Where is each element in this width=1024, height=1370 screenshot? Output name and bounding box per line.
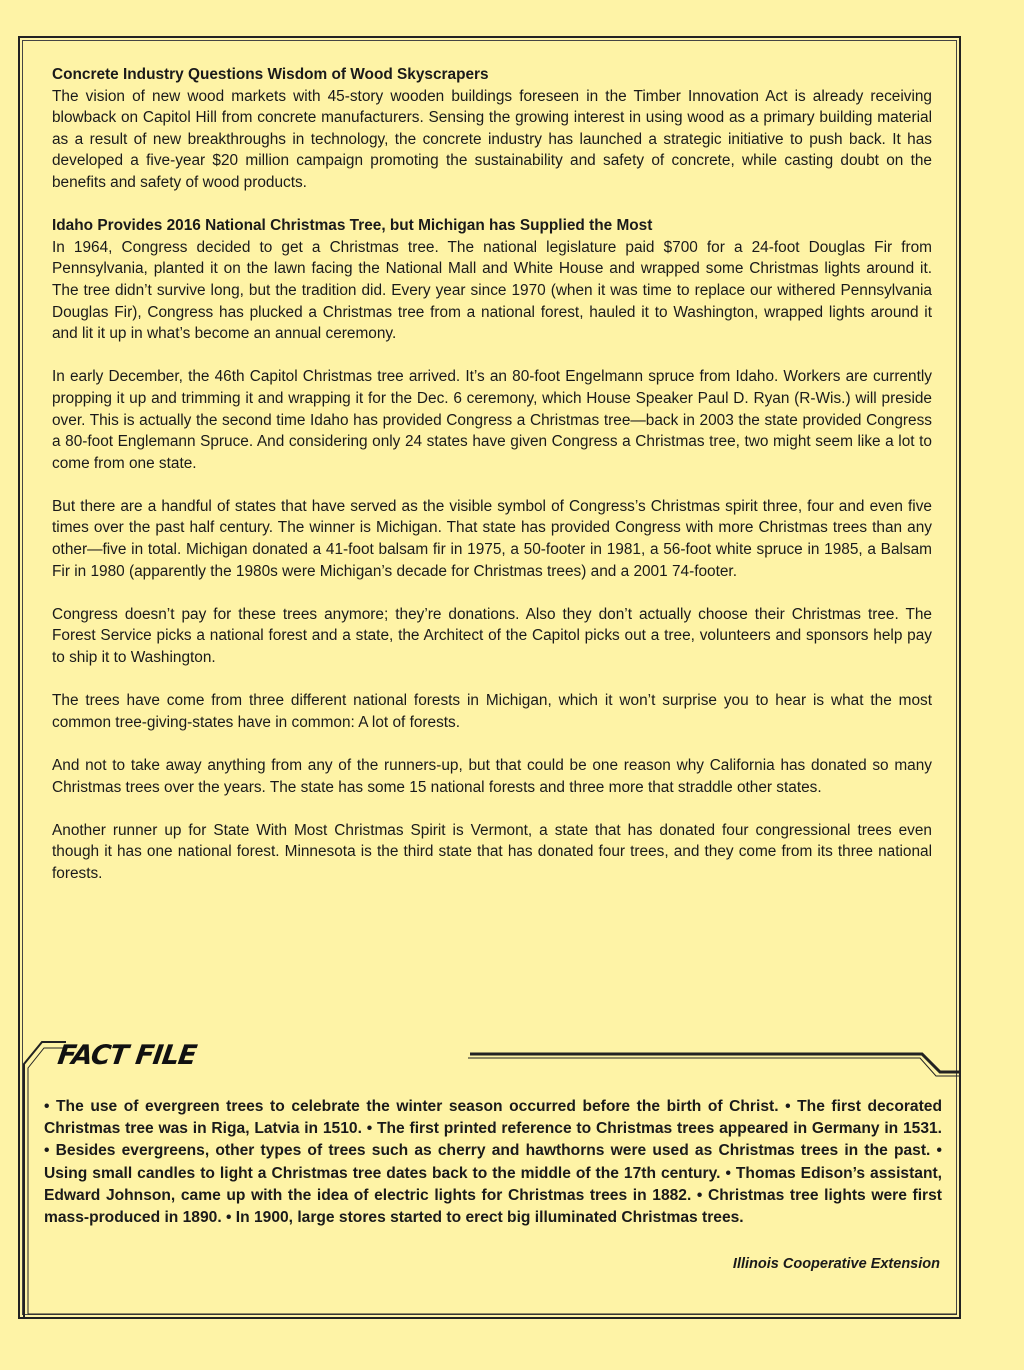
article-christmas-tree [52,215,932,884]
headline-concrete: Concrete Industry Questions Wisdom of Wood Skyscrapers [52,66,489,83]
fact-file-credit: Illinois Cooperative Extension [732,1256,940,1272]
paragraph: The vision of new wood markets with 45-story wooden buildings foreseen in the Timber Innovation Act is already receiving blowback on Capitol Hill from concrete manufacturers. Sensing the growing interest in using wood as a primary building material as a result of new breakthroughs in technology, the concrete industry has launched a strategic initiative to push back. It has developed a five-year $20 million campaign promoting the sustainability and safety of concrete, while casting doubt on the benefits and safety of wood products. [52,87,932,191]
paragraph: And not to take away anything from any of the runners-up, but that could be one reason why California has donated so many Christmas trees over the years. The state has some 15 national forests and three more that straddle other states. [52,757,932,796]
article-column [52,64,932,906]
fact-file-text: • The use of evergreen trees to celebrate the winter season occurred before the birth of Christ. • The first decorated Christmas tree was in Riga, Latvia in 1510. • The first printed reference to Christmas trees appeared in Germany in 1531. • Besides evergreens, other types of trees such as cherry and hawthorns were used as Christmas trees in the past. • Using small candles to light a Christmas tree dates back to the middle of the 17th century. • Thomas Edison’s assistant, Edward Johnson, came up with the idea of electric lights for Christmas trees in 1882. • Christmas tree lights were first mass-produced in 1890. • In 1900, large stores started to erect big illuminated Christmas trees. [44,1098,942,1227]
paragraph: Congress doesn’t pay for these trees anymore; they’re donations. Also they don’t actually choose their Christmas tree. The Forest Service picks a national forest and a state, the Architect of the Capitol picks out a tree, volunteers and sponsors help pay to ship it to Washington. [52,605,932,667]
fact-file-title: FACT FILE [55,1040,198,1071]
paragraph: The trees have come from three different national forests in Michigan, which it won’t surprise you to hear is what the most common tree-giving-states have in common: A lot of forests. [52,692,932,731]
paragraph: In early December, the 46th Capitol Christmas tree arrived. It’s an 80-foot Engelmann spruce from Idaho. Workers are currently propping it up and trimming it and wrapping it for the Dec. 6 ceremony, which House Speaker Paul D. Ryan (R-Wis.) will preside over. This is actually the second time Idaho has provided Congress a Christmas tree—back in 2003 the state provided Congress a 80-foot Englemann Spruce. And considering only 24 states have given Congress a Christmas tree, two might seem like a lot to come from one state. [52,368,932,472]
paragraph: Another runner up for State With Most Christmas Spirit is Vermont, a state that has donated four congressional trees even though it has one national forest. Minnesota is the third state that has donated four trees, and they come from its three national forests. [52,821,932,882]
paragraph: But there are a handful of states that have served as the visible symbol of Congress’s Christmas spirit three, four and even five times over the past half century. The winner is Michigan. That state has provided Congress with more Christmas trees than any other—five in total. Michigan donated a 41-foot balsam fir in 1975, a 50-footer in 1981, a 56-foot white spruce in 1985, a Balsam Fir in 1980 (apparently the 1980s were Michigan’s decade for Christmas trees) and a 2001 74-footer. [52,497,932,580]
paragraph: In 1964, Congress decided to get a Christmas tree. The national legislature paid $700 for a 24-foot Douglas Fir from Pennsylvania, planted it on the lawn facing the National Mall and White House and wrapped some Christmas lights around it. The tree didn’t survive long, but the tradition did. Every year since 1970 (when it was time to replace our withered Pennsylvania Douglas Fir), Congress has plucked a Christmas tree from a national forest, hauled it to Washington, wrapped lights around it and lit it up in what’s become an annual ceremony. [52,238,932,343]
headline-christmas-tree: Idaho Provides 2016 National Christmas Tree, but Michigan has Supplied the Most [52,217,653,235]
article-concrete [52,64,932,194]
